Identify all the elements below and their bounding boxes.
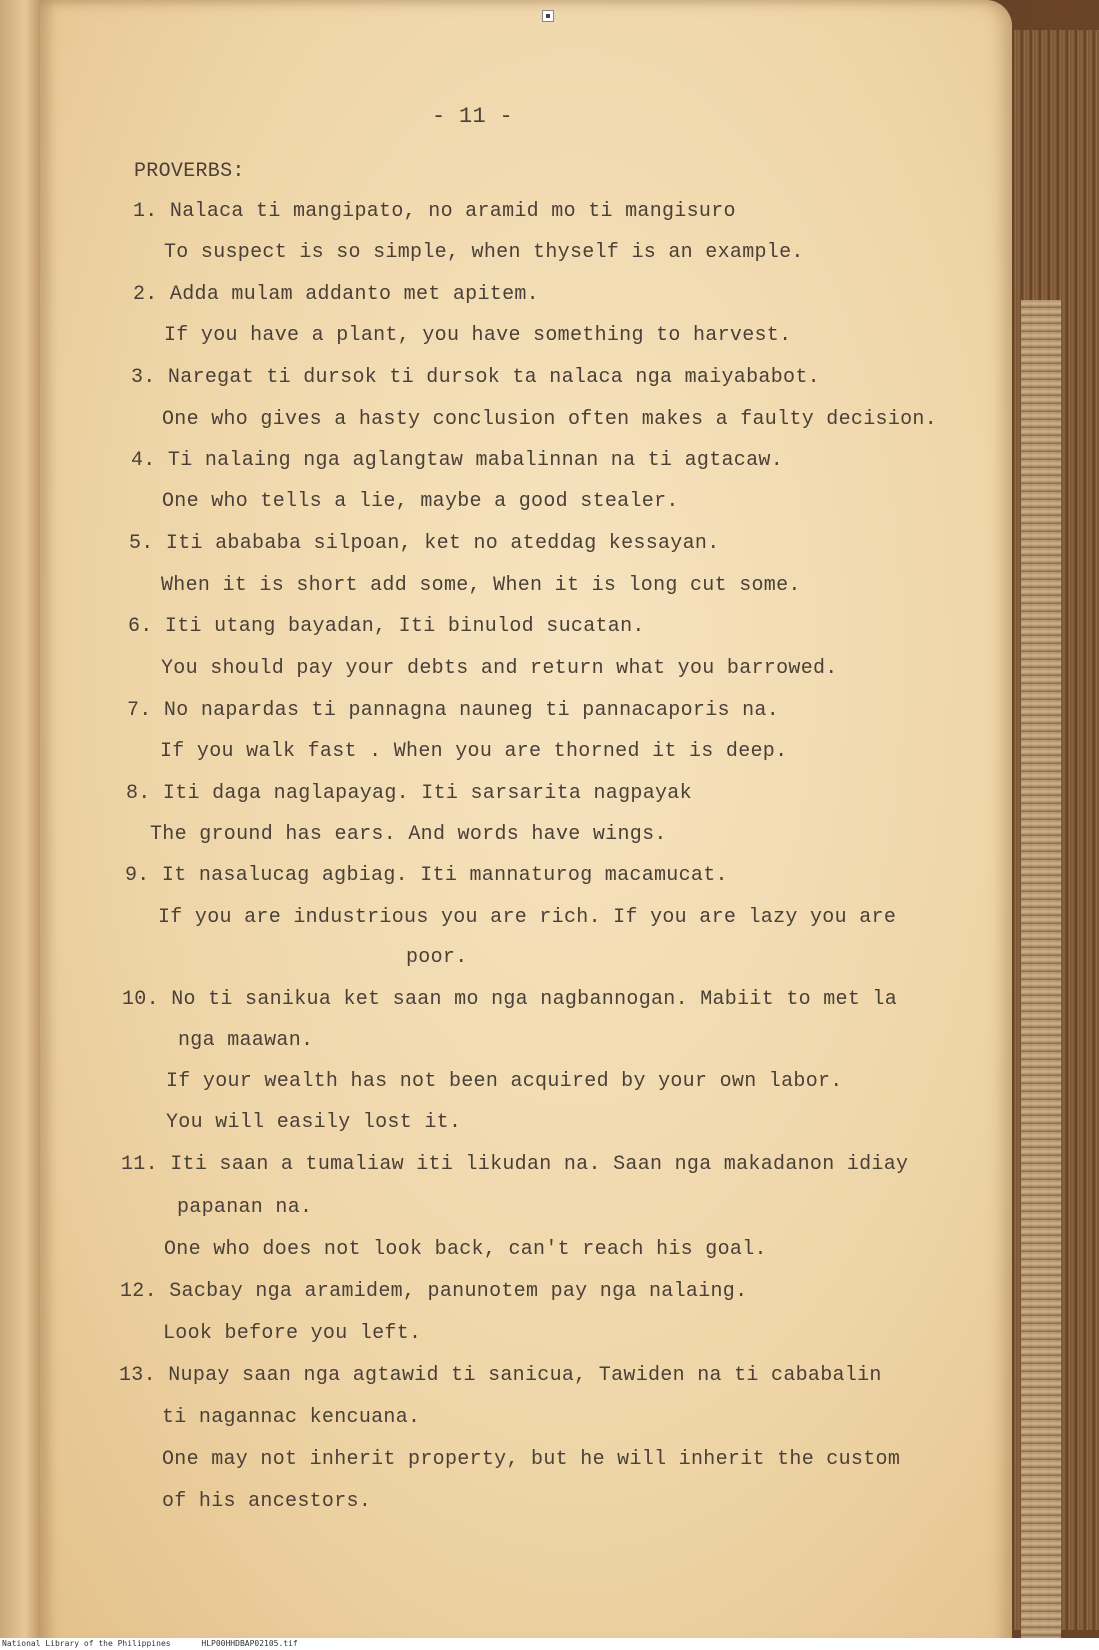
page-number: - 11 - (432, 104, 514, 129)
proverb-number: 1. (133, 200, 158, 223)
proverb-ilocano-text: Iti daga naglapayag. Iti sarsarita nagpayak (162, 782, 692, 805)
proverb-11-english: One who does not look back, can't reach his goal. (164, 1238, 767, 1261)
scan-marker-icon (542, 10, 554, 22)
proverb-10-ilocano-cont: nga maawan. (178, 1029, 314, 1052)
proverb-5-english: When it is short add some, When it is long cut some. (161, 574, 801, 597)
proverb-13-ilocano-cont: ti nagannac kencuana. (162, 1406, 421, 1429)
proverb-number: 11. (121, 1153, 158, 1176)
proverb-number: 6. (128, 615, 153, 638)
footer-source: National Library of the Philippines (2, 1639, 171, 1648)
proverb-2-english: If you have a plant, you have something to harvest. (164, 324, 792, 347)
proverb-ilocano-text: It nasalucag agbiag. Iti mannaturog macamucat. (161, 864, 728, 887)
proverb-number: 4. (131, 449, 156, 472)
proverb-ilocano-text: Ti nalaing nga aglangtaw mabalinnan na ti agtacaw. (167, 449, 784, 472)
proverb-13-ilocano (119, 1364, 882, 1387)
proverb-ilocano-text: No napardas ti pannagna nauneg ti pannacaporis na. (163, 699, 780, 722)
proverb-number: 8. (126, 782, 151, 805)
proverb-ilocano-text: Sacbay nga aramidem, panunotem pay nga nalaing. (169, 1280, 748, 1303)
proverb-7-ilocano (127, 699, 779, 722)
proverb-number: 12. (120, 1280, 157, 1303)
proverb-number: 3. (131, 366, 156, 389)
proverb-ilocano-text: Iti abababa silpoan, ket no ateddag kessayan. (165, 532, 720, 555)
proverb-8-english: The ground has ears. And words have wings. (150, 823, 667, 846)
section-heading: PROVERBS: (134, 160, 245, 183)
proverb-9-english: If you are industrious you are rich. If you are lazy you are (158, 906, 897, 929)
proverb-5-ilocano (129, 532, 720, 555)
proverb-number: 2. (133, 283, 158, 306)
proverb-9-ilocano (125, 864, 728, 887)
proverb-4-ilocano (131, 449, 783, 472)
proverb-ilocano-text: Adda mulam addanto met apitem. (169, 283, 539, 306)
proverb-8-ilocano (126, 782, 692, 805)
proverb-3-ilocano (131, 366, 820, 389)
footer-file-id: HLP00HHDBAP02105.tif (201, 1639, 298, 1648)
proverb-13-english: One may not inherit property, but he will inherit the custom (162, 1448, 901, 1471)
proverb-ilocano-text: Naregat ti dursok ti dursok ta nalaca nga maiyababot. (167, 366, 820, 389)
page-stack-inner (1021, 300, 1061, 1640)
proverb-ilocano-text: Iti saan a tumaliaw iti likudan na. Saan nga makadanon idiay (170, 1153, 909, 1176)
proverb-7-english: If you walk fast . When you are thorned it is deep. (160, 740, 788, 763)
proverb-number: 5. (129, 532, 154, 555)
proverb-ilocano-text: Nalaca ti mangipato, no aramid mo ti mangisuro (169, 200, 736, 223)
proverb-number: 13. (119, 1364, 156, 1387)
proverb-number: 7. (127, 699, 152, 722)
proverb-ilocano-text: No ti sanikua ket saan mo nga nagbannogan. Mabiit to met la (171, 988, 898, 1011)
proverb-12-english: Look before you left. (163, 1322, 422, 1345)
proverb-13-english-cont: of his ancestors. (162, 1490, 372, 1513)
proverb-11-ilocano (121, 1153, 908, 1176)
proverb-1-english: To suspect is so simple, when thyself is an example. (164, 241, 804, 264)
proverb-12-ilocano (120, 1280, 747, 1303)
proverb-1-ilocano (133, 200, 736, 223)
proverb-ilocano-text: Iti utang bayadan, Iti binulod sucatan. (164, 615, 645, 638)
proverb-6-ilocano (128, 615, 645, 638)
proverb-10-ilocano (122, 988, 897, 1011)
proverb-10-english-cont: You will easily lost it. (166, 1111, 462, 1134)
proverb-9-english-cont: poor. (406, 946, 468, 969)
proverb-ilocano-text: Nupay saan nga agtawid ti sanicua, Tawiden na ti cababalin (168, 1364, 882, 1387)
proverb-10-english: If your wealth has not been acquired by your own labor. (166, 1070, 843, 1093)
proverb-6-english: You should pay your debts and return what you barrowed. (161, 657, 838, 680)
proverb-2-ilocano (133, 283, 539, 306)
proverb-4-english: One who tells a lie, maybe a good stealer. (162, 490, 679, 513)
proverb-3-english: One who gives a hasty conclusion often makes a faulty decision. (162, 408, 938, 431)
proverb-number: 10. (122, 988, 159, 1011)
proverb-11-ilocano-cont: papanan na. (177, 1196, 313, 1219)
scan-footer (0, 1638, 1099, 1650)
proverb-number: 9. (125, 864, 150, 887)
